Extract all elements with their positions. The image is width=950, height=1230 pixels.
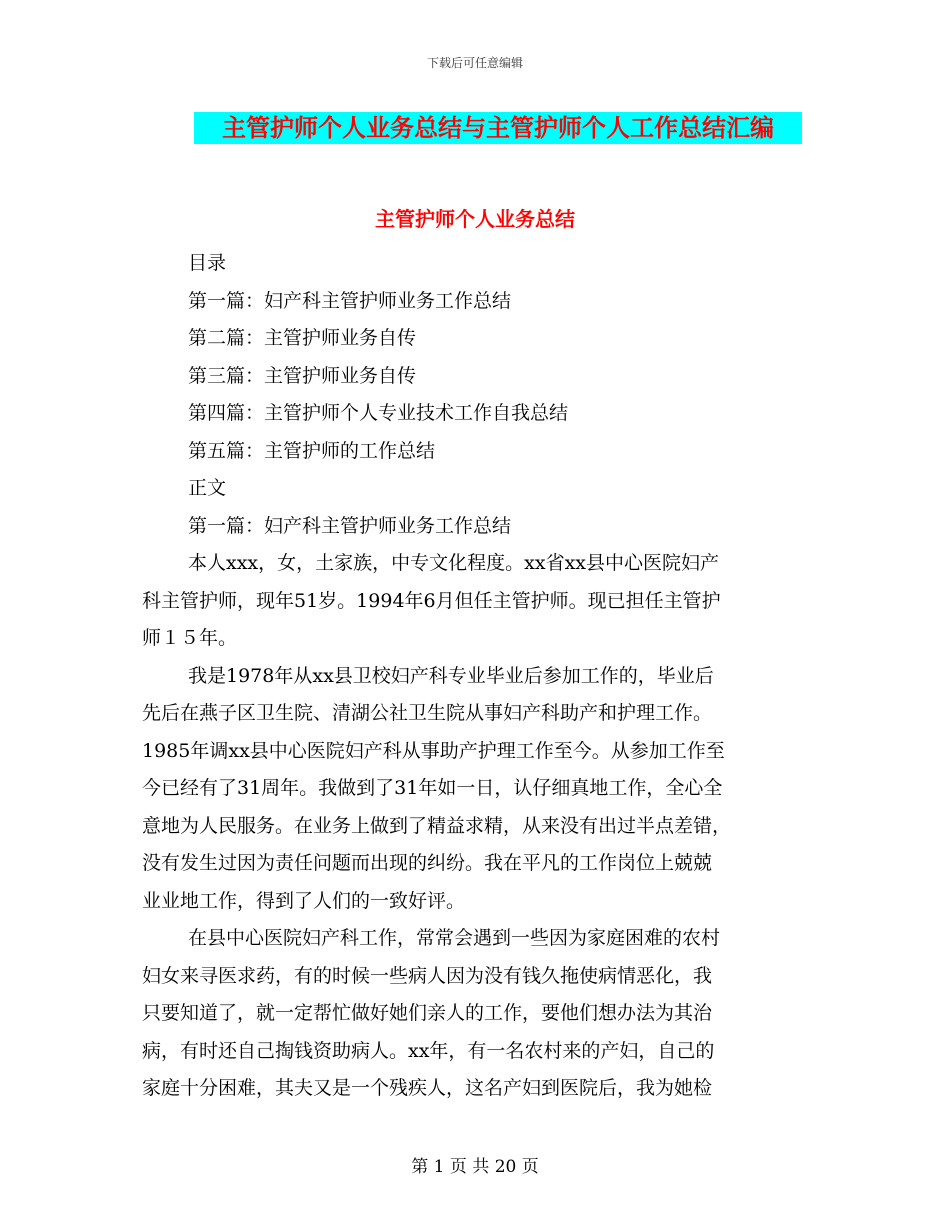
section-title: 主管护师个人业务总结 <box>375 207 575 231</box>
doc-title: 主管护师个人业务总结与主管护师个人工作总结汇编 <box>222 114 774 142</box>
document-body <box>142 245 810 1108</box>
paragraph-line: 科主管护师，现年51岁。1994年6月但任主管护师。现已担任主管护 <box>142 589 721 612</box>
paragraph-line: 本人xxx，女，土家族，中专文化程度。xx省xx县中心医院妇产 <box>188 552 720 574</box>
paragraph-line: 没有发生过因为责任问题而出现的纠纷。我在平凡的工作岗位上兢兢 <box>142 852 713 874</box>
page-footer: 第 1 页 共 20 页 <box>411 1157 539 1177</box>
toc-item: 第五篇：主管护师的工作总结 <box>188 439 436 462</box>
paragraph-line: 师１５年。 <box>142 627 238 649</box>
chapter-title: 第一篇：妇产科主管护师业务工作总结 <box>188 514 512 537</box>
paragraph-line: 我是1978年从xx县卫校妇产科专业毕业后参加工作的，毕业后 <box>188 664 714 687</box>
paragraph-line: 在县中心医院妇产科工作，常常会遇到一些因为家庭困难的农村 <box>188 927 721 949</box>
paragraph-line: 只要知道了，就一定帮忙做好她们亲人的工作，要他们想办法为其治 <box>142 1002 713 1024</box>
paragraph-line: 病，有时还自己掏钱资助病人。xx年，有一名农村来的产妇，自己的 <box>142 1039 715 1062</box>
paragraph-line: 意地为人民服务。在业务上做到了精益求精，从来没有出过半点差错， <box>142 814 732 837</box>
toc-item: 第二篇：主管护师业务自传 <box>188 327 417 349</box>
toc-item: 第一篇：妇产科主管护师业务工作总结 <box>188 289 512 312</box>
toc-heading: 目录 <box>188 252 227 274</box>
header-note: 下载后可任意编辑 <box>426 56 523 70</box>
toc-item: 第四篇：主管护师个人专业技术工作自我总结 <box>188 402 569 424</box>
doc-title-highlight <box>194 112 802 144</box>
body-heading: 正文 <box>188 477 227 499</box>
toc-item: 第三篇：主管护师业务自传 <box>188 364 417 387</box>
paragraph-line: 妇女来寻医求药，有的时候一些病人因为没有钱久拖使病情恶化，我 <box>142 964 713 987</box>
paragraph-line: 1985年调xx县中心医院妇产科从事助产护理工作至今。从参加工作至 <box>142 739 725 762</box>
paragraph-line: 业业地工作，得到了人们的一致好评。 <box>142 889 466 912</box>
paragraph-line: 家庭十分困难，其夫又是一个残疾人，这名产妇到医院后，我为她检 <box>142 1077 713 1099</box>
paragraph-line: 今已经有了31周年。我做到了31年如一日，认仔细真地工作，全心全 <box>142 777 723 799</box>
paragraph-line: 先后在燕子区卫生院、清湖公社卫生院从事妇产科助产和护理工作。 <box>142 702 713 724</box>
